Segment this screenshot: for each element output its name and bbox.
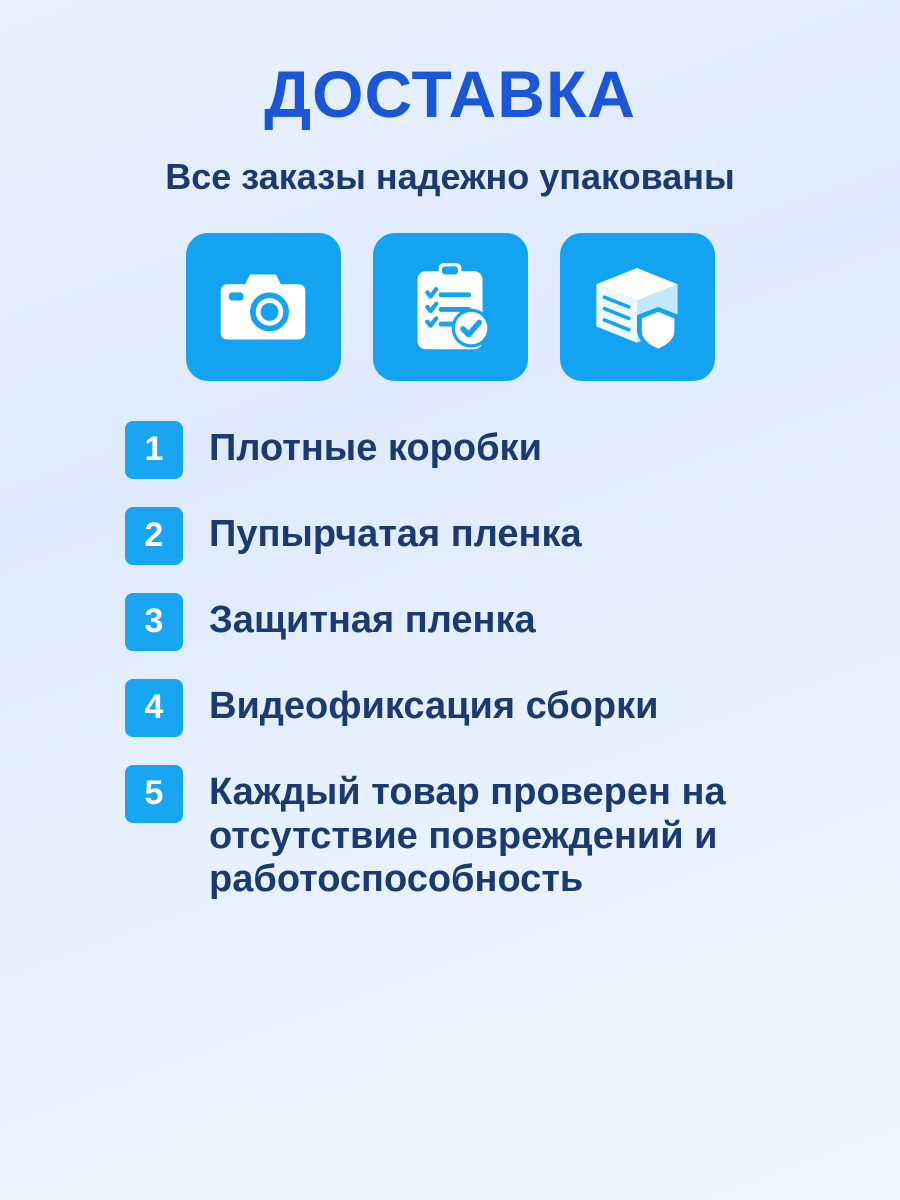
- step-number-badge: 1: [125, 421, 183, 479]
- step-number-badge: 5: [125, 765, 183, 823]
- step-label: Плотные коробки: [209, 426, 542, 469]
- page-subtitle: Все заказы надежно упакованы: [165, 156, 735, 198]
- step-label: Каждый товар проверен на отсутствие повреждений и работоспособность: [209, 770, 726, 901]
- list-item: [125, 593, 835, 651]
- packaging-steps-list: [65, 421, 835, 930]
- clipboard-check-icon: [398, 255, 502, 359]
- camera-icon: [211, 255, 315, 359]
- page-title: ДОСТАВКА: [264, 57, 636, 131]
- step-label: Защитная пленка: [209, 598, 536, 641]
- icon-tile-camera: [186, 233, 341, 381]
- icon-tile-checklist: [373, 233, 528, 381]
- shielded-box-icon: [585, 255, 689, 359]
- step-number-badge: 4: [125, 679, 183, 737]
- list-item: [125, 679, 835, 737]
- step-number-badge: 2: [125, 507, 183, 565]
- step-label: Видеофиксация сборки: [209, 684, 659, 727]
- icon-row: [186, 233, 715, 381]
- list-item: [125, 421, 835, 479]
- step-number-badge: 3: [125, 593, 183, 651]
- step-label: Пупырчатая пленка: [209, 512, 582, 555]
- icon-tile-package: [560, 233, 715, 381]
- list-item: [125, 765, 835, 902]
- list-item: [125, 507, 835, 565]
